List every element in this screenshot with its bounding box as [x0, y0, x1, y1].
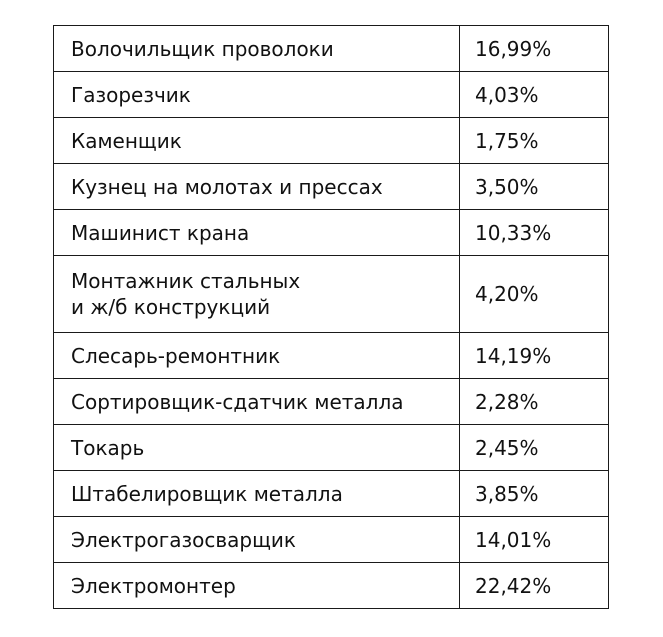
profession-cell: [54, 425, 460, 471]
table-row: [54, 26, 609, 72]
profession-name: Каменщик: [71, 128, 182, 153]
percent-cell: 4,03%: [460, 72, 609, 118]
percent-cell: 4,20%: [460, 256, 609, 333]
profession-cell: [54, 379, 460, 425]
table-row: [54, 210, 609, 256]
table-row: [54, 72, 609, 118]
percent-cell: 1,75%: [460, 118, 609, 164]
profession-name: Сортировщик-сдатчик металла: [71, 389, 404, 414]
table-row: [54, 164, 609, 210]
profession-name-line-2: и ж/б конструкций: [71, 295, 271, 319]
profession-cell: [54, 72, 460, 118]
profession-cell: [54, 256, 460, 333]
table-row: [54, 563, 609, 609]
profession-name: Кузнец на молотах и прессах: [71, 174, 383, 199]
profession-name: Слесарь-ремонтник: [71, 343, 281, 368]
percent-cell: 14,01%: [460, 517, 609, 563]
profession-cell: [54, 517, 460, 563]
profession-name: Электрогазосварщик: [71, 527, 296, 552]
profession-name-line-1: Монтажник стальных: [71, 269, 301, 293]
percent-cell: 3,50%: [460, 164, 609, 210]
percent-cell: 22,42%: [460, 563, 609, 609]
profession-name: Волочильщик проволоки: [71, 36, 334, 61]
percent-cell: 2,28%: [460, 379, 609, 425]
profession-cell: [54, 118, 460, 164]
table-row: [54, 118, 609, 164]
profession-name: Газорезчик: [71, 82, 191, 107]
profession-cell: [54, 563, 460, 609]
percent-cell: 10,33%: [460, 210, 609, 256]
profession-cell: [54, 333, 460, 379]
profession-cell: [54, 164, 460, 210]
profession-cell: [54, 471, 460, 517]
percent-cell: 14,19%: [460, 333, 609, 379]
table-row: [54, 379, 609, 425]
profession-cell: [54, 210, 460, 256]
table-row: [54, 333, 609, 379]
professions-table: [53, 25, 609, 609]
table-row: [54, 256, 609, 333]
profession-name: Токарь: [71, 435, 145, 460]
table-row: [54, 517, 609, 563]
percent-cell: 16,99%: [460, 26, 609, 72]
percent-cell: 2,45%: [460, 425, 609, 471]
profession-name: Машинист крана: [71, 220, 250, 245]
profession-name: Электромонтер: [71, 573, 236, 598]
profession-cell: [54, 26, 460, 72]
profession-name: Штабелировщик металла: [71, 481, 343, 506]
table-row: [54, 425, 609, 471]
professions-table-body: [54, 26, 609, 609]
table-row: [54, 471, 609, 517]
percent-cell: 3,85%: [460, 471, 609, 517]
